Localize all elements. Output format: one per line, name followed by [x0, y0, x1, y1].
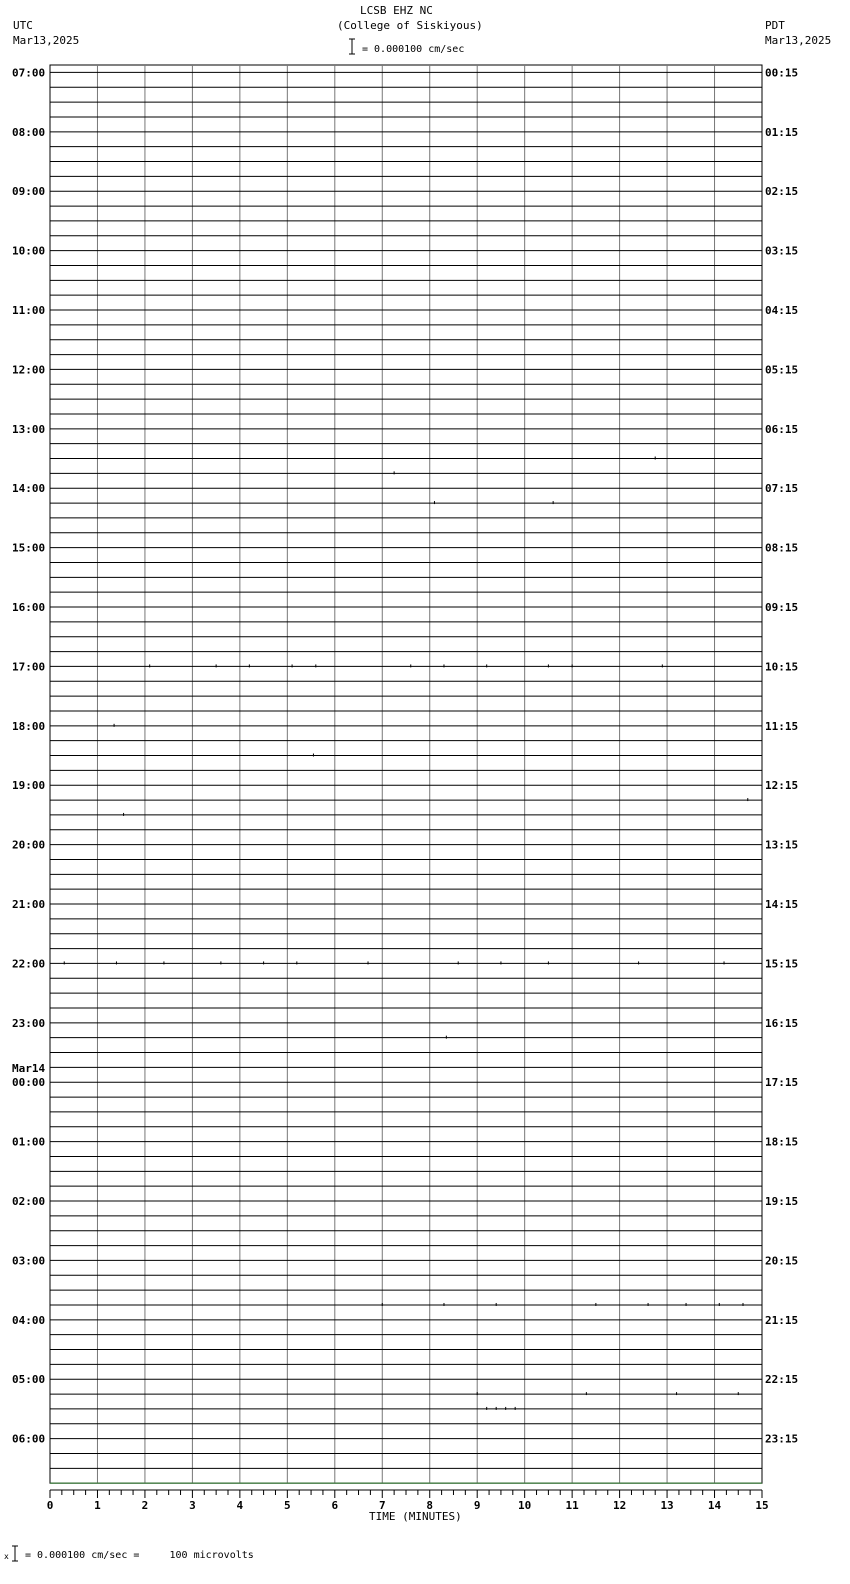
- hour-label-pdt: 22:15: [765, 1373, 799, 1387]
- hour-label-utc: 12:00: [12, 363, 46, 377]
- left-date: Mar13,2025: [13, 34, 80, 47]
- hour-label-pdt: 20:15: [765, 1254, 799, 1268]
- hour-label-utc: 15:00: [12, 541, 46, 555]
- hour-label-pdt: 10:15: [765, 660, 799, 674]
- hour-label-pdt: 06:15: [765, 422, 799, 436]
- hour-label-pdt: 14:15: [765, 898, 799, 912]
- hour-label-pdt: 00:15: [765, 66, 799, 80]
- hour-label-utc: 18:00: [12, 719, 46, 733]
- hour-label-pdt: 07:15: [765, 482, 799, 496]
- hour-label-pdt: 11:15: [765, 719, 799, 733]
- x-tick-label: 8: [426, 1499, 434, 1512]
- hour-label-utc: 00:00: [12, 1076, 46, 1090]
- x-tick-label: 7: [378, 1499, 386, 1512]
- hour-label-pdt: 21:15: [765, 1313, 799, 1327]
- hour-label-pdt: 08:15: [765, 541, 799, 555]
- hour-label-pdt: 04:15: [765, 304, 799, 318]
- x-tick-label: 5: [284, 1499, 291, 1512]
- hour-label-utc: 11:00: [12, 304, 46, 318]
- left-timezone: UTC: [13, 19, 33, 32]
- x-tick-label: 3: [189, 1499, 196, 1512]
- hour-label-utc: 07:00: [12, 66, 46, 80]
- hour-label-utc: 16:00: [12, 601, 46, 615]
- hour-label-pdt: 13:15: [765, 838, 799, 852]
- hour-label-utc: 02:00: [12, 1195, 46, 1209]
- x-tick-label: 14: [707, 1499, 722, 1512]
- hour-label-pdt: 03:15: [765, 244, 799, 258]
- hour-label-utc: 01:00: [12, 1135, 46, 1149]
- scale-label: = 0.000100 cm/sec: [362, 44, 465, 55]
- hour-label-utc: 19:00: [12, 779, 46, 793]
- hour-label-utc: 13:00: [12, 422, 46, 436]
- station-title: LCSB EHZ NC: [360, 4, 433, 17]
- hour-label-utc: 20:00: [12, 838, 46, 852]
- x-tick-label: 11: [565, 1499, 579, 1512]
- hour-label-pdt: 17:15: [765, 1076, 799, 1090]
- hour-label-utc: 06:00: [12, 1432, 46, 1446]
- right-date: Mar13,2025: [765, 34, 832, 47]
- hour-label-pdt: 05:15: [765, 363, 799, 377]
- hour-label-utc: 14:00: [12, 482, 46, 496]
- hour-label-pdt: 16:15: [765, 1016, 799, 1030]
- x-tick-label: 13: [660, 1499, 674, 1512]
- hour-label-pdt: 12:15: [765, 779, 799, 793]
- hour-label-utc: 09:00: [12, 185, 46, 199]
- hour-label-utc: 17:00: [12, 660, 46, 674]
- hour-label-pdt: 01:15: [765, 125, 799, 139]
- x-tick-label: 12: [612, 1499, 627, 1512]
- footer-scale-label: = 0.000100 cm/sec = 100 microvolts: [25, 1550, 254, 1561]
- x-tick-label: 2: [141, 1499, 149, 1512]
- x-tick-label: 1: [94, 1499, 101, 1512]
- station-site: (College of Siskiyous): [337, 19, 483, 32]
- hour-label-utc: 08:00: [12, 125, 46, 139]
- hour-label-pdt: 18:15: [765, 1135, 799, 1149]
- x-tick-label: 6: [331, 1499, 339, 1512]
- x-tick-label: 15: [755, 1499, 769, 1512]
- hour-label-utc: 04:00: [12, 1313, 46, 1327]
- hour-label-utc: 05:00: [12, 1373, 46, 1387]
- hour-label-pdt: 09:15: [765, 601, 799, 615]
- hour-label-pdt: 23:15: [765, 1432, 799, 1446]
- x-tick-label: 9: [473, 1499, 481, 1512]
- hour-label-utc: 23:00: [12, 1016, 46, 1030]
- x-tick-label: 4: [236, 1499, 244, 1512]
- hour-label-utc: 22:00: [12, 957, 46, 971]
- x-tick-label: 0: [46, 1499, 54, 1512]
- hour-label-pdt: 02:15: [765, 185, 799, 199]
- hour-label-pdt: 15:15: [765, 957, 799, 971]
- hour-label-utc: 03:00: [12, 1254, 46, 1268]
- footer-scale-bar-icon: [4, 1545, 20, 1563]
- hour-label-utc: 21:00: [12, 898, 46, 912]
- hour-label-pdt: 19:15: [765, 1195, 799, 1209]
- date-label-utc: Mar14: [12, 1062, 46, 1076]
- plot-frame: [50, 65, 762, 1483]
- x-axis-label: TIME (MINUTES): [369, 1510, 462, 1523]
- svg-text:x: x: [4, 1552, 9, 1561]
- hour-label-utc: 10:00: [12, 244, 46, 258]
- x-tick-label: 10: [518, 1499, 532, 1512]
- right-timezone: PDT: [765, 19, 785, 32]
